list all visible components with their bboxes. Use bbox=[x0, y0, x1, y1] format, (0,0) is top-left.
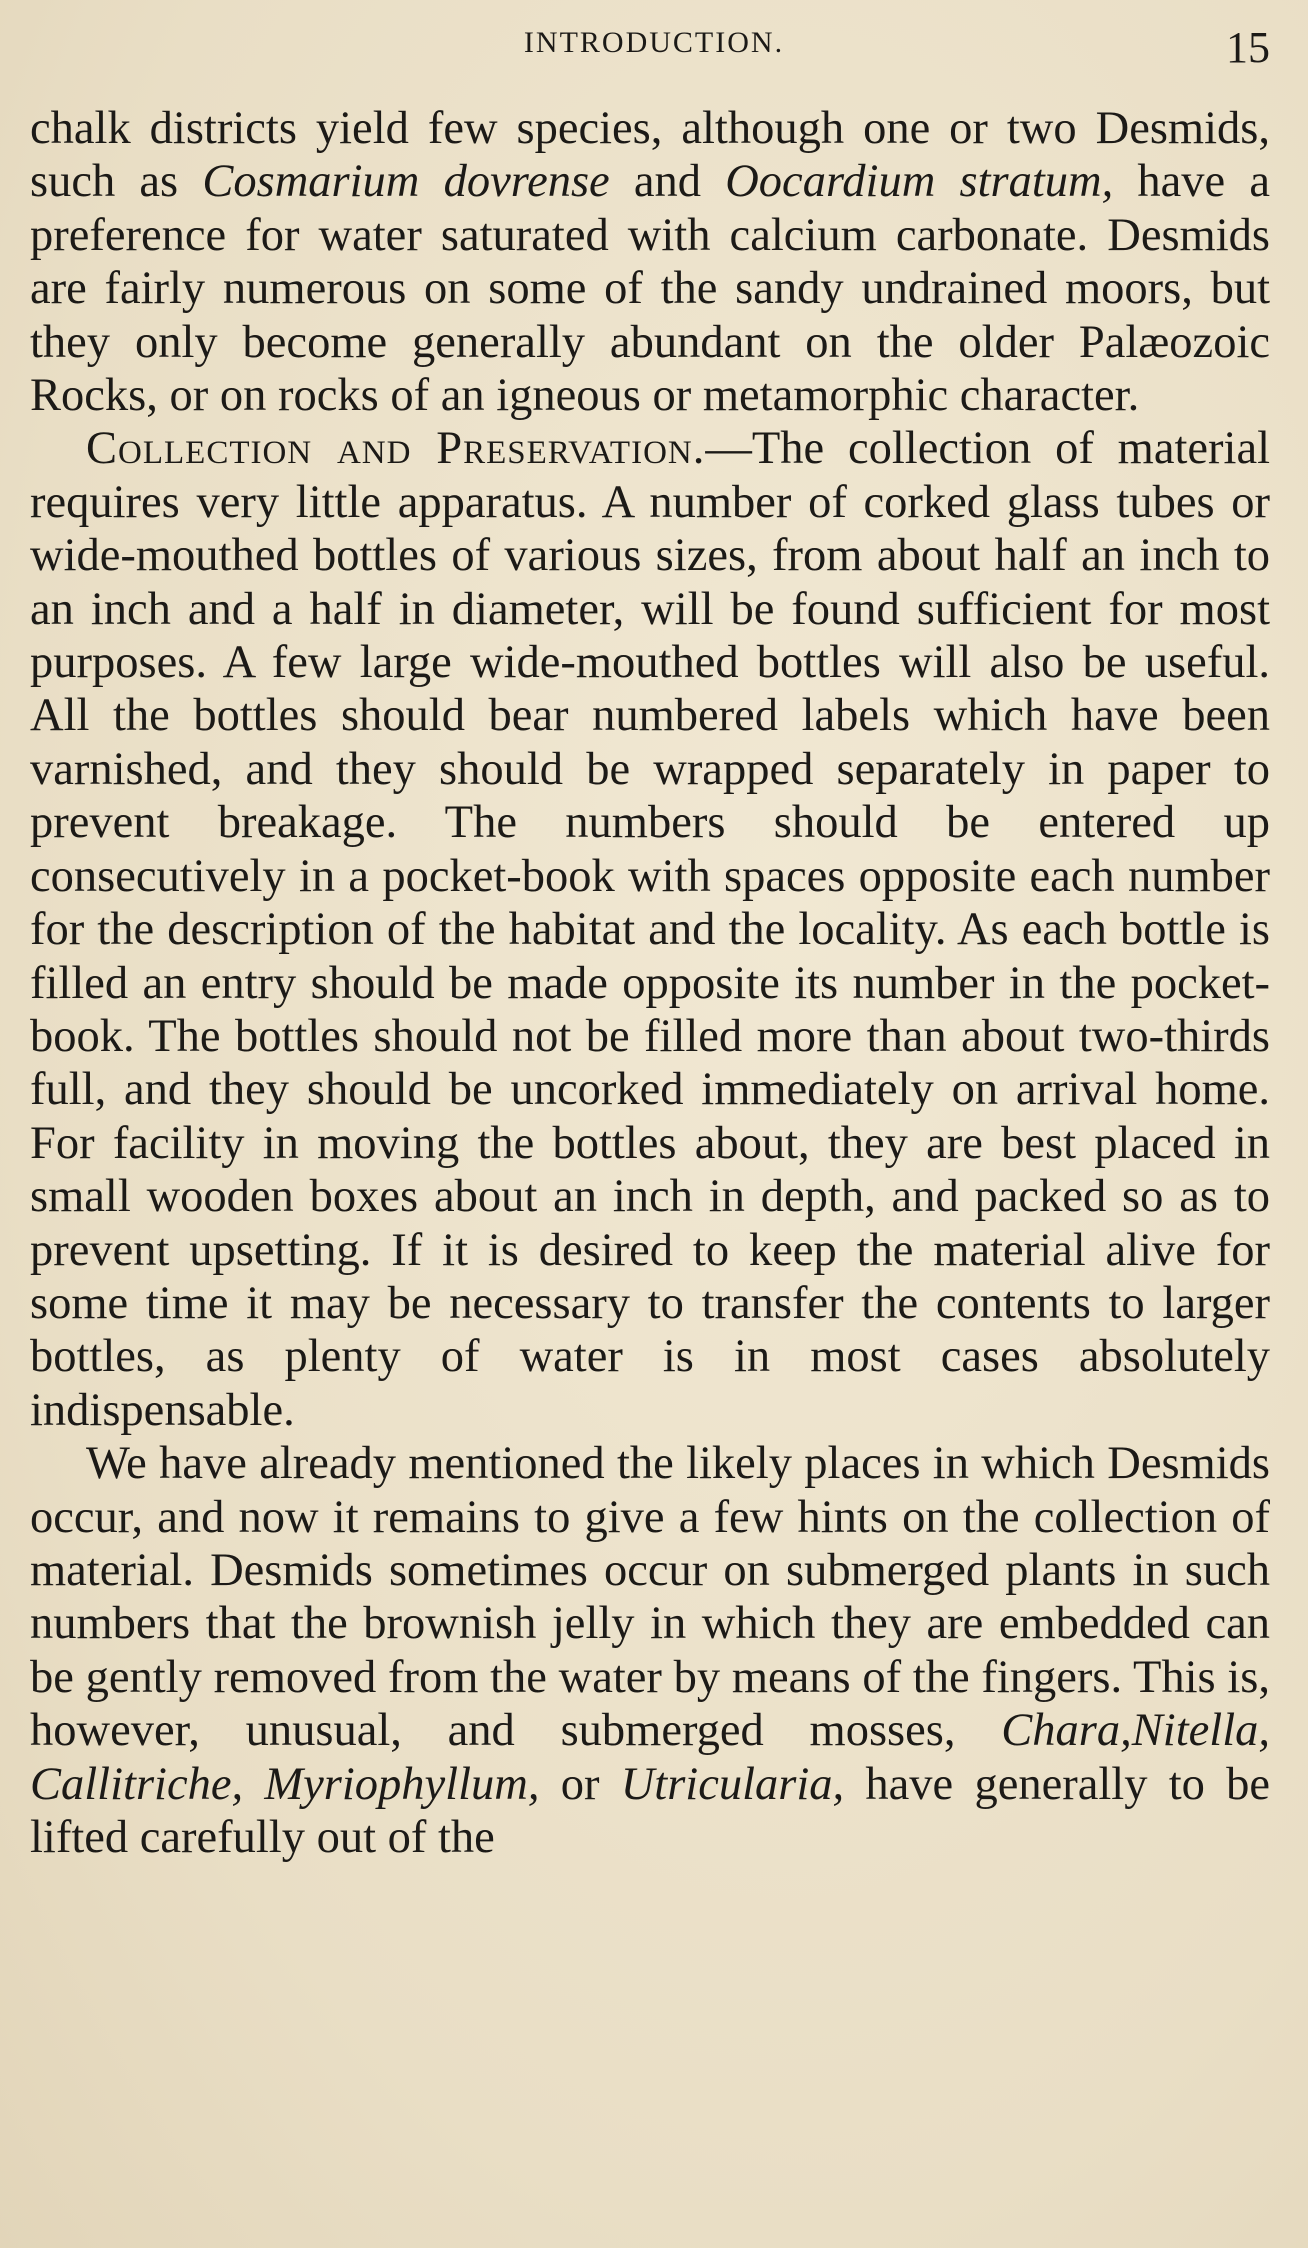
taxon-myriophyllum: Myriophyllum, bbox=[264, 1758, 540, 1810]
paragraph-3-text-b: or bbox=[560, 1758, 600, 1810]
paragraph-3 bbox=[30, 1437, 1270, 1864]
section-heading: Collection and Preservation. bbox=[86, 423, 706, 475]
paragraph-1-text-b: and bbox=[633, 156, 702, 208]
taxon-utricularia: Utricularia, bbox=[620, 1758, 845, 1810]
body-text bbox=[30, 102, 1270, 1864]
running-head: INTRODUCTION. bbox=[523, 26, 785, 59]
taxon-cosmarium: Cosmarium dovrense bbox=[202, 156, 610, 208]
paragraph-2 bbox=[30, 422, 1270, 1437]
paragraph-3-text-c: have generally to be lifted carefully out of the bbox=[30, 1758, 1270, 1863]
paragraph-1 bbox=[30, 102, 1270, 422]
taxon-chara: Chara, bbox=[1001, 1705, 1132, 1757]
paragraph-1-text-a: chalk districts yield few species, although one or two Desmids, such as bbox=[30, 103, 1270, 208]
taxon-callitriche: Callitriche, bbox=[30, 1758, 244, 1810]
page-number: 15 bbox=[1226, 23, 1270, 72]
taxon-oocardium: Oocardium stratum, bbox=[725, 156, 1114, 208]
taxon-nitella: Nitella, bbox=[1131, 1705, 1271, 1757]
paragraph-3-text-a: We have already mentioned the likely places in which Desmids occur, and now it remains to give a few hints on the collection of material. Desmids sometimes occur on submerged plants in such numbers that the brownish jelly in which they are embedded can be gently removed from the water by means of the fingers. This is, however, unusual, and submerged mosses, bbox=[30, 1438, 1270, 1757]
paragraph-2-text: —The collection of material requires very little apparatus. A number of corked glass tubes or wide-mouthed bottles of various sizes, from about half an inch to an inch and a half in diameter, will be found sufficient for most purposes. A few large wide-mouthed bottles will also be useful. All the bottles should bear numbered labels which have been varnished, and they should be wrapped separately in paper to prevent breakage. The numbers should be entered up consecutively in a pocket-book with spaces opposite each number for the description of the habitat and the locality. As each bottle is filled an entry should be made opposite its number in the pocket-book. The bottles should not be filled more than about two-thirds full, and they should be uncorked immediately on arrival home. For facility in moving the bottles about, they are best placed in small wooden boxes about an inch in depth, and packed so as to prevent upsetting. If it is desired to keep the material alive for some time it may be necessary to transfer the contents to larger bottles, as plenty of water is in most cases absolutely indispensable. bbox=[30, 423, 1270, 1436]
page-header bbox=[30, 22, 1278, 82]
paragraph-1-text-c: have a preference for water saturated with calcium carbonate. Desmids are fairly numerous on some of the sandy undrained moors, but they only become generally abundant on the older Palæozoic Rocks, or on rocks of an igneous or metamorphic character. bbox=[30, 156, 1271, 422]
